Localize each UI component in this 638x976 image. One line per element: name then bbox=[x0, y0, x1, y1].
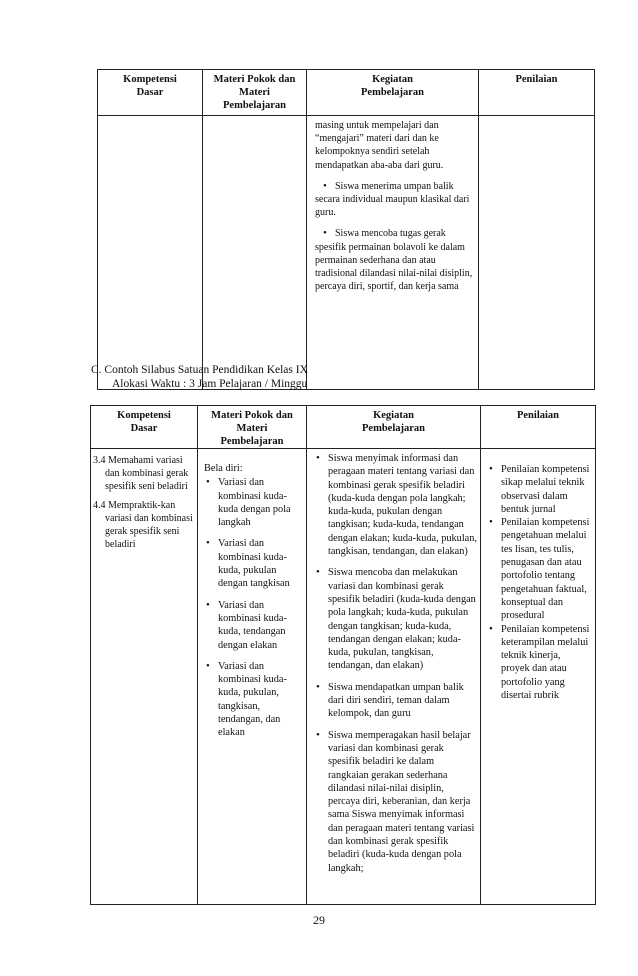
list-item: • Penilaian kompetensi pengetahuan melalui tes lisan, tes tulis, penugasan dan atau portofolio tentang pengetahuan faktual, konseptual dan prosedural bbox=[501, 516, 591, 622]
list-item: • Siswa menerima umpan balik secara individual maupun klasikal dari guru. bbox=[315, 180, 474, 220]
cell-kegiatan bbox=[307, 116, 479, 390]
list-item: • Penilaian kompetensi sikap melalui teknik observasi dalam bentuk jurnal bbox=[501, 463, 591, 516]
list-item: • Variasi dan kombinasi kuda-kuda, pukulan, tangkisan, tendangan, dan elakan bbox=[218, 660, 302, 740]
kd-4-4: 4.4 Mempraktik-kan variasi dan kombinasi gerak spesifik seni beladiri bbox=[93, 500, 193, 550]
list-item: • Siswa memperagakan hasil belajar variasi dan kombinasi gerak spesifik beladiri ke dalam rangkaian gerakan sederhana dilandasi nilai-nilai disiplin, percaya diri, keberanian, dan kerja sama Siswa menyimak informasi dan peragaan materi tentang variasi dan kombinasi gerak spesifik beladiri (kuda-kuda dengan pola langkah; bbox=[328, 729, 477, 875]
cell-kd-empty bbox=[98, 116, 203, 390]
cell-materi-empty bbox=[203, 116, 307, 390]
list-item: • Variasi dan kombinasi kuda-kuda, pukulan dengan tangkisan bbox=[218, 537, 302, 590]
section-subtitle: Alokasi Waktu : 3 Jam Pelajaran / Minggu bbox=[112, 378, 308, 390]
list-item: • Variasi dan kombinasi kuda-kuda, tendangan dengan elakan bbox=[218, 599, 302, 652]
cell-penilaian-empty bbox=[479, 116, 595, 390]
header-kompetensi-dasar: Kompetensi Dasar bbox=[98, 70, 203, 116]
cell-kompetensi-dasar bbox=[91, 449, 198, 905]
header-kompetensi-dasar: Kompetensi Dasar bbox=[91, 406, 198, 449]
list-item: • Siswa mencoba dan melakukan variasi dan kombinasi gerak spesifik beladiri (kuda-kuda dengan pola langkah; kuda-kuda, pukulan dengan tangkisan; kuda-kuda, tendangan dengan elakan; kuda-kuda, pukulan, tangkisan, tendangan, dan elakan) bbox=[328, 566, 477, 672]
table-continuation bbox=[97, 69, 595, 390]
cell-materi bbox=[198, 449, 307, 905]
section-title: C. Contoh Silabus Satuan Pendidikan Kelas IX bbox=[91, 364, 308, 376]
list-item: • Variasi dan kombinasi kuda-kuda dengan pola langkah bbox=[218, 476, 302, 529]
header-penilaian: Penilaian bbox=[481, 406, 596, 449]
penilaian-list bbox=[501, 463, 591, 702]
cell-penilaian bbox=[481, 449, 596, 905]
header-materi: Materi Pokok dan Materi Pembelajaran bbox=[203, 70, 307, 116]
materi-list bbox=[218, 476, 302, 739]
kegiatan-continuation: masing untuk mempelajari dan “mengajari” materi dari dan ke kelompoknya sendiri setelah mendapatkan aba-aba dari guru. bbox=[315, 120, 444, 171]
materi-title: Bela diri: bbox=[204, 463, 243, 474]
header-kegiatan: Kegiatan Pembelajaran bbox=[307, 70, 479, 116]
kegiatan-list bbox=[315, 180, 474, 294]
list-item: • Siswa mendapatkan umpan balik dari diri sendiri, teman dalam kelompok, dan guru bbox=[328, 681, 477, 721]
header-materi: Materi Pokok dan Materi Pembelajaran bbox=[198, 406, 307, 449]
kegiatan-list bbox=[328, 452, 477, 875]
list-item: • Siswa menyimak informasi dan peragaan materi tentang variasi dan kombinasi gerak spesifik beladiri (kuda-kuda dengan pola langkah; kuda-kuda, pukulan dengan tangkisan; kuda-kuda, tendangan dengan elakan; kuda-kuda, pukulan, tangkisan, tendangan, dan elakan) bbox=[328, 452, 477, 558]
cell-kegiatan bbox=[307, 449, 481, 905]
page-number: 29 bbox=[313, 913, 325, 927]
table-silabus-ix bbox=[90, 405, 596, 905]
list-item: • Penilaian kompetensi keterampilan melalui teknik kinerja, proyek dan atau portofolio yang disertai rubrik bbox=[501, 623, 591, 703]
header-kegiatan: Kegiatan Pembelajaran bbox=[307, 406, 481, 449]
header-penilaian: Penilaian bbox=[479, 70, 595, 116]
list-item: • Siswa mencoba tugas gerak spesifik permainan bolavoli ke dalam permainan sederhana dan atau tradisional dilandasi nilai-nilai disiplin, percaya diri, sportif, dan kerja sama bbox=[315, 227, 474, 293]
kd-3-4: 3.4 Memahami variasi dan kombinasi gerak spesifik seni beladiri bbox=[93, 455, 189, 492]
